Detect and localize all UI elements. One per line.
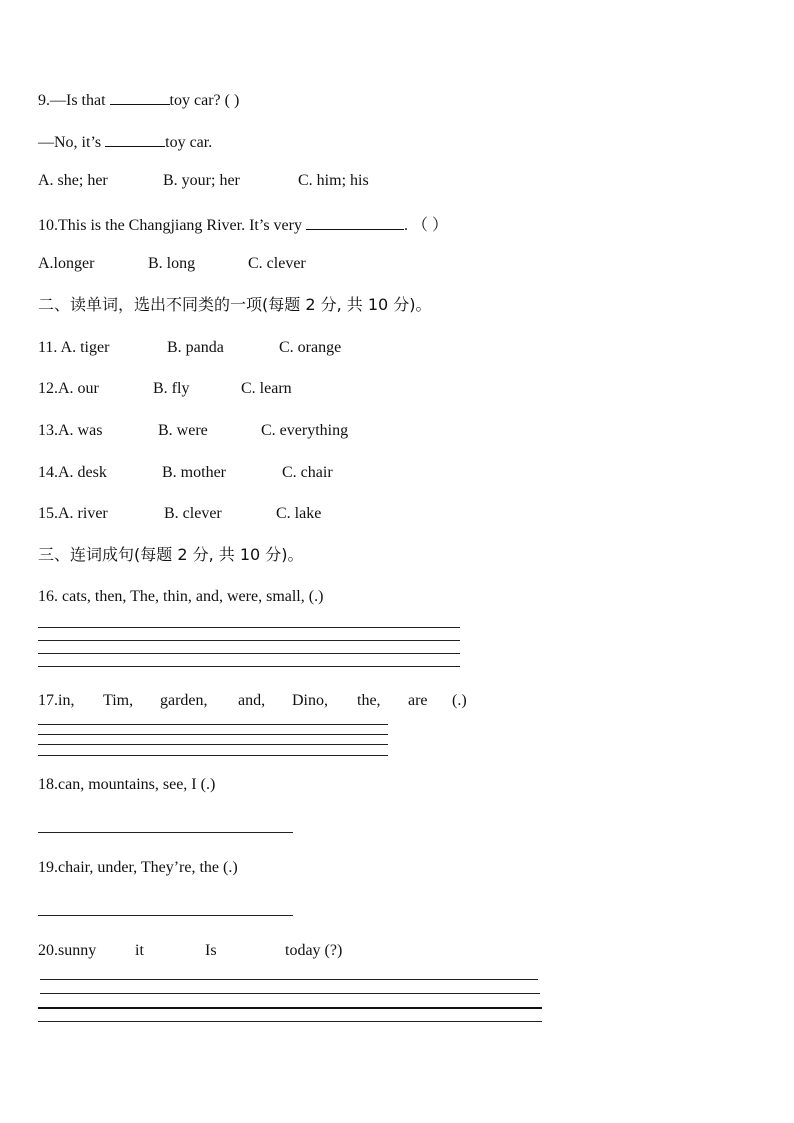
- q10-text: 10.This is the Changjiang River. It’s very: [38, 217, 306, 234]
- q9-line1-tail: toy car? ( ): [169, 92, 240, 109]
- q17-answer-line-1[interactable]: [38, 724, 388, 725]
- q15-option-b: B. clever: [164, 505, 222, 522]
- q9-line1-text: 9.—Is that: [38, 92, 110, 109]
- q16-answer-line-3[interactable]: [38, 653, 460, 654]
- q9-option-c: C. him; his: [298, 172, 369, 189]
- q17-word-4: and,: [238, 692, 266, 709]
- q16-answer-line-2[interactable]: [38, 640, 460, 641]
- q20-answer-line-2[interactable]: [40, 993, 540, 994]
- q9-option-b: B. your; her: [163, 172, 240, 189]
- q13-option-a: 13.A. was: [38, 422, 103, 439]
- q13-option-b: B. were: [158, 422, 208, 439]
- q20-word-4: today (?): [285, 942, 343, 959]
- q17-answer-line-3[interactable]: [38, 744, 388, 745]
- q17-answer-line-2[interactable]: [38, 734, 388, 735]
- q10-option-b: B. long: [148, 255, 196, 272]
- q20-word-1: 20.sunny: [38, 942, 97, 959]
- q12-option-c: C. learn: [241, 380, 292, 397]
- q9-blank-2[interactable]: [105, 130, 165, 147]
- section2-title: 二、读单词，选出不同类的一项(每题 2 分, 共 10 分)。: [38, 295, 432, 314]
- q9-line1: [38, 88, 239, 111]
- q14-option-b: B. mother: [162, 464, 226, 481]
- q9-line2: [38, 130, 212, 153]
- q9-blank-1[interactable]: [110, 88, 170, 105]
- q12-option-b: B. fly: [153, 380, 190, 397]
- q9-line2-text: —No, it’s: [38, 134, 106, 151]
- q12-option-a: 12.A. our: [38, 380, 99, 397]
- q17-word-1: 17.in,: [38, 692, 75, 709]
- q15-option-a: 15.A. river: [38, 505, 108, 522]
- q17-word-8: (.): [452, 692, 467, 709]
- q10-tail: . （ ）: [403, 217, 448, 234]
- q10-option-a: A.longer: [38, 255, 95, 272]
- q20-answer-line-4[interactable]: [38, 1021, 542, 1022]
- q17-word-3: garden,: [160, 692, 208, 709]
- q19-answer-line[interactable]: [38, 915, 293, 916]
- q9-line2-tail: toy car.: [165, 134, 213, 151]
- q10-stem: [38, 213, 448, 236]
- q17-word-5: Dino,: [292, 692, 328, 709]
- q16-answer-line-1[interactable]: [38, 627, 460, 628]
- q10-option-c: C. clever: [248, 255, 306, 272]
- q11-option-b: B. panda: [167, 339, 224, 356]
- q10-blank[interactable]: [306, 213, 404, 230]
- q17-word-6: the,: [357, 692, 381, 709]
- q14-option-c: C. chair: [282, 464, 333, 481]
- q16-prompt: 16. cats, then, The, thin, and, were, small, (.): [38, 588, 324, 605]
- q20-answer-line-1[interactable]: [40, 979, 538, 980]
- q19-prompt: 19.chair, under, They’re, the (.): [38, 859, 238, 876]
- q17-word-7: are: [408, 692, 428, 709]
- section3-title: 三、连词成句(每题 2 分, 共 10 分)。: [38, 545, 304, 564]
- q17-answer-line-4[interactable]: [38, 755, 388, 756]
- q16-answer-line-4[interactable]: [38, 666, 460, 667]
- q20-word-3: Is: [205, 942, 217, 959]
- q17-word-2: Tim,: [103, 692, 134, 709]
- q11-option-c: C. orange: [279, 339, 342, 356]
- q20-answer-line-3[interactable]: [38, 1007, 542, 1009]
- q15-option-c: C. lake: [276, 505, 322, 522]
- q18-answer-line[interactable]: [38, 832, 293, 833]
- q9-option-a: A. she; her: [38, 172, 108, 189]
- q13-option-c: C. everything: [261, 422, 349, 439]
- q20-word-2: it: [135, 942, 144, 959]
- q14-option-a: 14.A. desk: [38, 464, 107, 481]
- q18-prompt: 18.can, mountains, see, I (.): [38, 776, 216, 793]
- q11-option-a: 11. A. tiger: [38, 339, 110, 356]
